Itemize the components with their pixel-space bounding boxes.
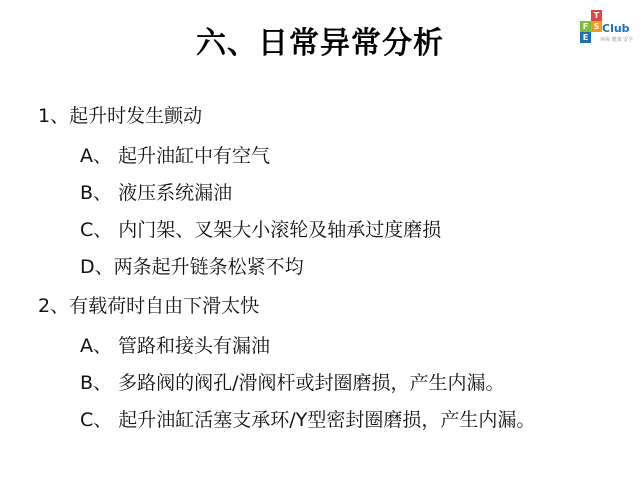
list-item: D、两条起升链条松紧不均 xyxy=(80,256,304,278)
logo-tile: T xyxy=(591,10,602,21)
list-item: C、 起升油缸活塞支承环/Y型密封圈磨损，产生内漏。 xyxy=(80,409,536,431)
list-item: B、 液压系统漏油 xyxy=(80,182,233,204)
club-logo xyxy=(580,10,634,58)
list-item: B、 多路阀的阀孔/滑阀杆或封圈磨损，产生内漏。 xyxy=(80,372,505,394)
list-item: A、 管路和接头有漏油 xyxy=(80,335,271,357)
slide-title: 六、日常异常分析 xyxy=(196,26,444,61)
list-item: C、 内门架、叉架大小滚轮及轴承过度磨损 xyxy=(80,219,442,241)
section-1 xyxy=(38,102,628,286)
section-heading: 1、起升时发生颤动 xyxy=(38,105,203,127)
section-2 xyxy=(38,292,628,439)
logo-club-text: Club xyxy=(602,22,630,35)
list-item: A、 起升油缸中有空气 xyxy=(80,145,271,167)
logo-tile: F xyxy=(580,21,591,32)
slide-content xyxy=(38,102,628,439)
section-heading: 2、有载荷时自由下滑太快 xyxy=(38,295,260,317)
logo-tile: S xyxy=(591,21,602,32)
logo-tile: E xyxy=(580,32,591,43)
logo-tagline: 环保 健康 安全 xyxy=(600,37,634,43)
